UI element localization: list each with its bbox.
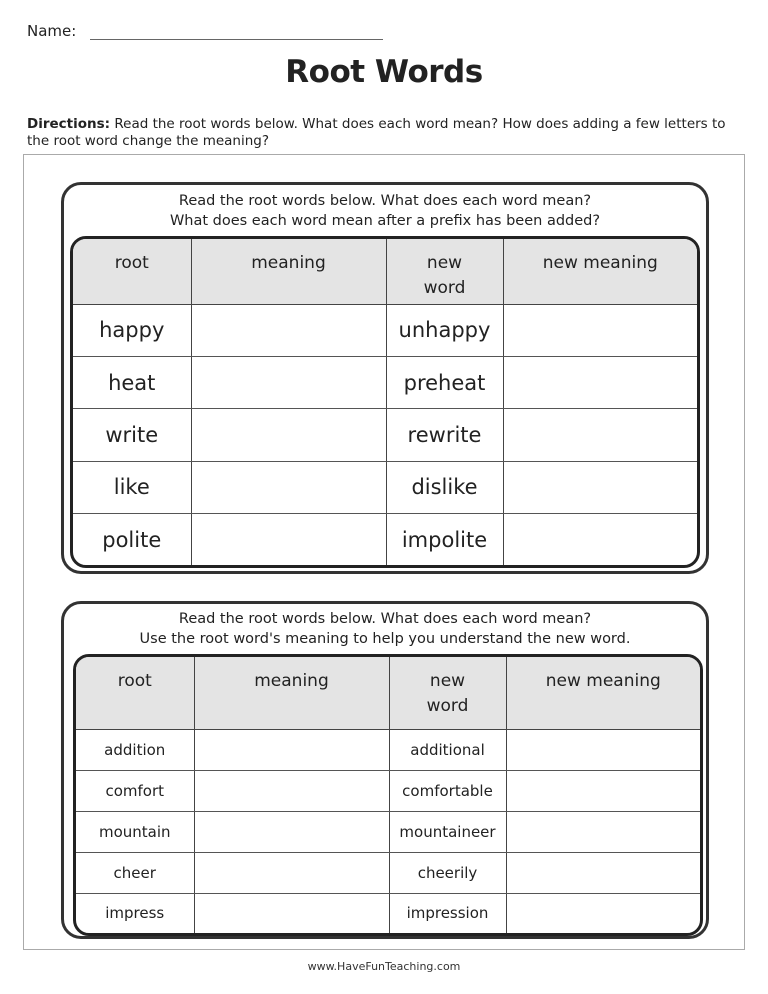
new-meaning-cell[interactable] bbox=[506, 852, 700, 893]
directions-label: Directions: bbox=[27, 116, 111, 132]
meaning-cell[interactable] bbox=[191, 356, 386, 408]
new-word-cell: additional bbox=[389, 729, 506, 770]
table-row bbox=[73, 304, 697, 356]
section2-panel bbox=[61, 601, 709, 939]
table-header-row bbox=[73, 239, 697, 304]
table-row bbox=[76, 893, 700, 933]
root-cell: polite bbox=[73, 514, 191, 565]
table-row bbox=[73, 409, 697, 461]
header-meaning: meaning bbox=[191, 239, 386, 304]
header-new-word-text: new word bbox=[423, 253, 466, 298]
new-word-cell: mountaineer bbox=[389, 811, 506, 852]
header-new-meaning: new meaning bbox=[506, 657, 700, 729]
root-cell: addition bbox=[76, 729, 194, 770]
new-meaning-cell[interactable] bbox=[506, 893, 700, 933]
directions-text: Read the root words below. What does each word mean? How does adding a few letters to the root word change the meaning? bbox=[27, 116, 726, 149]
section2-intro bbox=[64, 609, 706, 649]
new-meaning-cell[interactable] bbox=[503, 304, 697, 356]
root-cell: like bbox=[73, 461, 191, 513]
table-row bbox=[73, 461, 697, 513]
header-root: root bbox=[73, 239, 191, 304]
root-cell: impress bbox=[76, 893, 194, 933]
header-new-word bbox=[386, 239, 503, 304]
section1-intro-line1: Read the root words below. What does each word mean? bbox=[178, 193, 592, 209]
root-cell: happy bbox=[73, 304, 191, 356]
section1-table bbox=[70, 236, 700, 568]
root-cell: heat bbox=[73, 356, 191, 408]
new-word-cell: impolite bbox=[386, 514, 503, 565]
new-meaning-cell[interactable] bbox=[503, 409, 697, 461]
table-header-row bbox=[76, 657, 700, 729]
root-cell: cheer bbox=[76, 852, 194, 893]
table-row bbox=[76, 729, 700, 770]
meaning-cell[interactable] bbox=[191, 409, 386, 461]
name-label: Name: bbox=[27, 22, 77, 40]
new-word-cell: unhappy bbox=[386, 304, 503, 356]
table-row bbox=[76, 852, 700, 893]
name-line[interactable] bbox=[90, 39, 383, 40]
new-word-cell: preheat bbox=[386, 356, 503, 408]
table-row bbox=[76, 811, 700, 852]
new-word-cell: impression bbox=[389, 893, 506, 933]
meaning-cell[interactable] bbox=[194, 729, 389, 770]
header-new-word bbox=[389, 657, 506, 729]
table-row bbox=[73, 514, 697, 565]
root-cell: write bbox=[73, 409, 191, 461]
new-meaning-cell[interactable] bbox=[503, 514, 697, 565]
new-meaning-cell[interactable] bbox=[506, 770, 700, 811]
section1-panel bbox=[61, 182, 709, 574]
new-word-cell: cheerily bbox=[389, 852, 506, 893]
meaning-cell[interactable] bbox=[194, 811, 389, 852]
meaning-cell[interactable] bbox=[194, 893, 389, 933]
meaning-cell[interactable] bbox=[194, 770, 389, 811]
section2-intro-line2: Use the root word's meaning to help you understand the new word. bbox=[139, 631, 631, 647]
section1-intro bbox=[64, 191, 706, 231]
section1-intro-line2: What does each word mean after a prefix has been added? bbox=[169, 213, 601, 229]
page-title: Root Words bbox=[285, 54, 483, 90]
directions bbox=[27, 116, 747, 150]
meaning-cell[interactable] bbox=[191, 461, 386, 513]
header-root: root bbox=[76, 657, 194, 729]
new-word-cell: comfortable bbox=[389, 770, 506, 811]
table-row bbox=[73, 356, 697, 408]
new-meaning-cell[interactable] bbox=[503, 356, 697, 408]
new-meaning-cell[interactable] bbox=[506, 729, 700, 770]
meaning-cell[interactable] bbox=[191, 514, 386, 565]
table-row bbox=[76, 770, 700, 811]
meaning-cell[interactable] bbox=[191, 304, 386, 356]
section2-table bbox=[73, 654, 703, 936]
section2-intro-line1: Read the root words below. What does each word mean? bbox=[178, 611, 592, 627]
new-word-cell: rewrite bbox=[386, 409, 503, 461]
header-new-word-text: new word bbox=[426, 671, 469, 716]
root-cell: mountain bbox=[76, 811, 194, 852]
header-new-meaning: new meaning bbox=[503, 239, 697, 304]
new-meaning-cell[interactable] bbox=[506, 811, 700, 852]
header-meaning: meaning bbox=[194, 657, 389, 729]
footer-url: www.HaveFunTeaching.com bbox=[307, 960, 461, 973]
root-cell: comfort bbox=[76, 770, 194, 811]
new-meaning-cell[interactable] bbox=[503, 461, 697, 513]
meaning-cell[interactable] bbox=[194, 852, 389, 893]
new-word-cell: dislike bbox=[386, 461, 503, 513]
